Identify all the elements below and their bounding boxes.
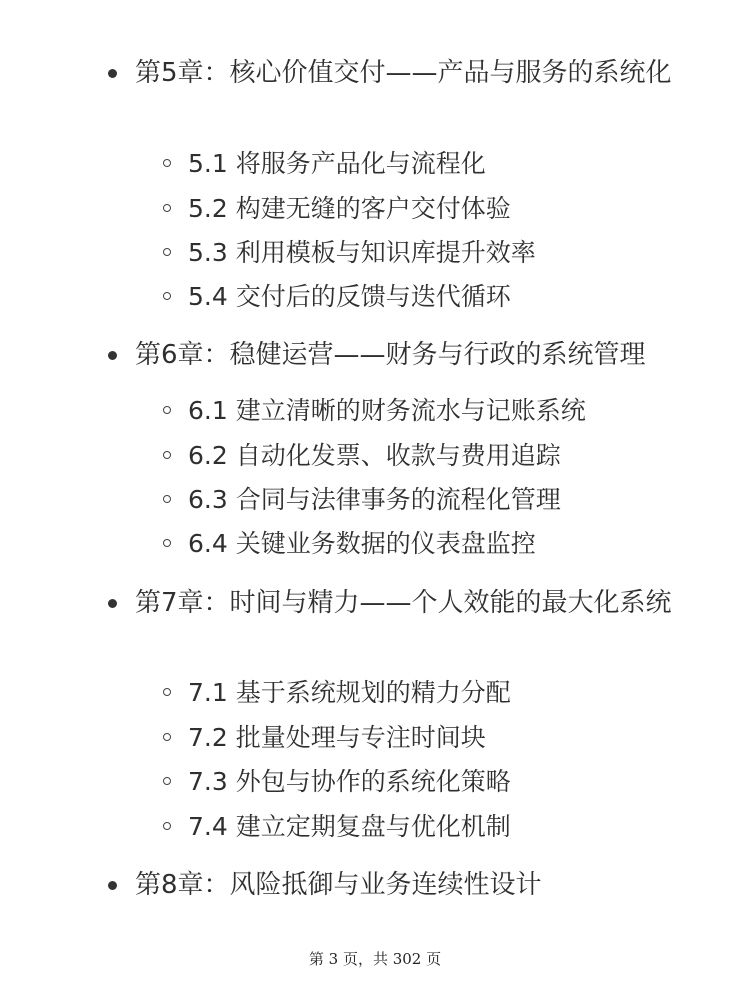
section-7-2 xyxy=(188,721,668,755)
section-7-3 xyxy=(188,765,668,799)
section-title: 6.3 合同与法律事务的流程化管理 xyxy=(188,485,561,514)
section-5-2 xyxy=(188,192,668,226)
bullet-circle-icon xyxy=(163,406,171,414)
chapter-title: 第8章：风险抵御与业务连续性设计 xyxy=(135,870,542,900)
bullet-circle-icon xyxy=(163,733,171,741)
bullet-circle-icon xyxy=(163,495,171,503)
chapter-7 xyxy=(135,583,675,623)
section-5-3 xyxy=(188,236,668,270)
bullet-circle-icon xyxy=(163,822,171,830)
section-title: 6.4 关键业务数据的仪表盘监控 xyxy=(188,529,536,558)
chapter-title: 第5章：核心价值交付——产品与服务的系统化 xyxy=(135,58,672,88)
section-5-1 xyxy=(188,147,668,181)
section-title: 5.1 将服务产品化与流程化 xyxy=(188,149,486,178)
section-7-4 xyxy=(188,810,668,844)
bullet-circle-icon xyxy=(163,204,171,212)
chapter-title: 第7章：时间与精力——个人效能的最大化系统 xyxy=(135,588,672,618)
section-6-3 xyxy=(188,483,668,517)
section-title: 6.2 自动化发票、收款与费用追踪 xyxy=(188,441,561,470)
chapter-5 xyxy=(135,53,675,93)
bullet-circle-icon xyxy=(163,451,171,459)
section-7-1 xyxy=(188,676,668,710)
chapter-title: 第6章：稳健运营——财务与行政的系统管理 xyxy=(135,340,646,370)
section-title: 7.2 批量处理与专注时间块 xyxy=(188,723,486,752)
bullet-circle-icon xyxy=(163,539,171,547)
section-title: 6.1 建立清晰的财务流水与记账系统 xyxy=(188,396,586,425)
section-title: 5.4 交付后的反馈与迭代循环 xyxy=(188,282,511,311)
chapter-6 xyxy=(135,335,675,375)
section-title: 7.4 建立定期复盘与优化机制 xyxy=(188,812,511,841)
bullet-dot-icon xyxy=(108,351,117,360)
page-number-footer: 第 3 页，共 302 页 xyxy=(308,950,442,968)
bullet-circle-icon xyxy=(163,159,171,167)
section-title: 5.2 构建无缝的客户交付体验 xyxy=(188,194,511,223)
bullet-dot-icon xyxy=(108,69,117,78)
section-6-2 xyxy=(188,439,668,473)
section-title: 5.3 利用模板与知识库提升效率 xyxy=(188,238,536,267)
section-6-4 xyxy=(188,527,668,561)
bullet-circle-icon xyxy=(163,777,171,785)
bullet-circle-icon xyxy=(163,248,171,256)
bullet-circle-icon xyxy=(163,688,171,696)
section-title: 7.3 外包与协作的系统化策略 xyxy=(188,767,511,796)
section-title: 7.1 基于系统规划的精力分配 xyxy=(188,678,511,707)
section-5-4 xyxy=(188,280,668,314)
bullet-dot-icon xyxy=(108,599,117,608)
chapter-8 xyxy=(135,865,675,905)
bullet-circle-icon xyxy=(163,292,171,300)
section-6-1 xyxy=(188,394,668,428)
bullet-dot-icon xyxy=(108,881,117,890)
